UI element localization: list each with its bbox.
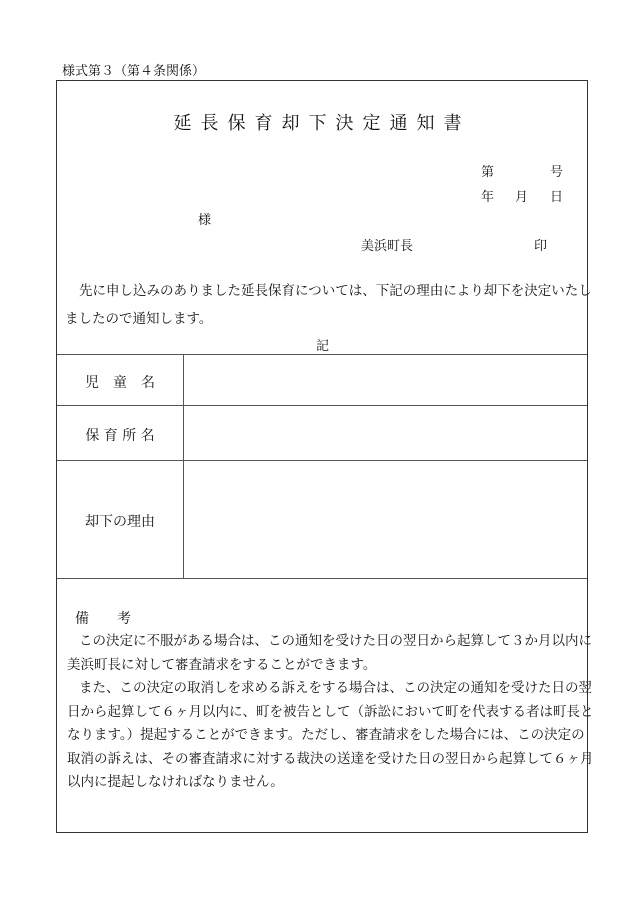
table-bottom-rule [57, 578, 587, 579]
notes-line: また、この決定の取消しを求める訴えをする場合は、この決定の通知を受けた日の翌 [79, 680, 592, 696]
intro-line-1: 先に申し込みのありました延長保育については、下記の理由により却下を決定いたし [79, 283, 592, 299]
notes-line: この決定に不服がある場合は、この通知を受けた日の翌日から起算して３か月以内に [79, 633, 592, 649]
intro-line-2: ましたので通知します。 [65, 311, 213, 327]
doc-number-suffix: 号 [550, 165, 564, 180]
nursery-name-label: 保 育 所 名 [85, 428, 155, 444]
notes-line: 美浜町長に対して審査請求をすることができます。 [67, 656, 377, 673]
table-top-rule [57, 354, 587, 355]
notes-heading: 備 考 [75, 611, 131, 627]
notice-form [56, 80, 594, 833]
document-title: 延長保育却下決定通知書 [173, 113, 471, 134]
date-day: 日 [550, 190, 564, 205]
form-reference: 様式第３（第４条関係） [62, 64, 206, 79]
notes-line: 取消の訴えは、その審査請求に対する裁決の送達を受けた日の翌日から起算して６ヶ月 [67, 750, 594, 767]
notes-line: 日から起算して６ヶ月以内に、町を被告として（訴訟において町を代表する者は町長と [67, 703, 594, 720]
notes-paragraph-2 [67, 677, 594, 795]
notes-paragraph-1 [67, 630, 592, 677]
notes-line: なります。）提起することができます。ただし、審査請求をした場合には、この決定の [67, 727, 585, 743]
seal-mark: 印 [534, 239, 548, 254]
notes-line: 以内に提起しなければなりません。 [67, 774, 284, 790]
doc-number-prefix: 第 [481, 165, 495, 180]
date-month: 月 [515, 190, 529, 205]
table-column-divider [183, 354, 184, 578]
table-rule-2 [57, 460, 587, 461]
child-name-label: 児 童 名 [85, 375, 155, 391]
ki-marker: 記 [316, 339, 330, 354]
table-rule-1 [57, 405, 587, 406]
date-year: 年 [481, 190, 495, 205]
reason-label: 却下の理由 [85, 514, 155, 530]
intro-paragraph [57, 277, 592, 333]
issuer-name: 美浜町長 [361, 239, 414, 254]
addressee-suffix: 様 [198, 213, 212, 228]
